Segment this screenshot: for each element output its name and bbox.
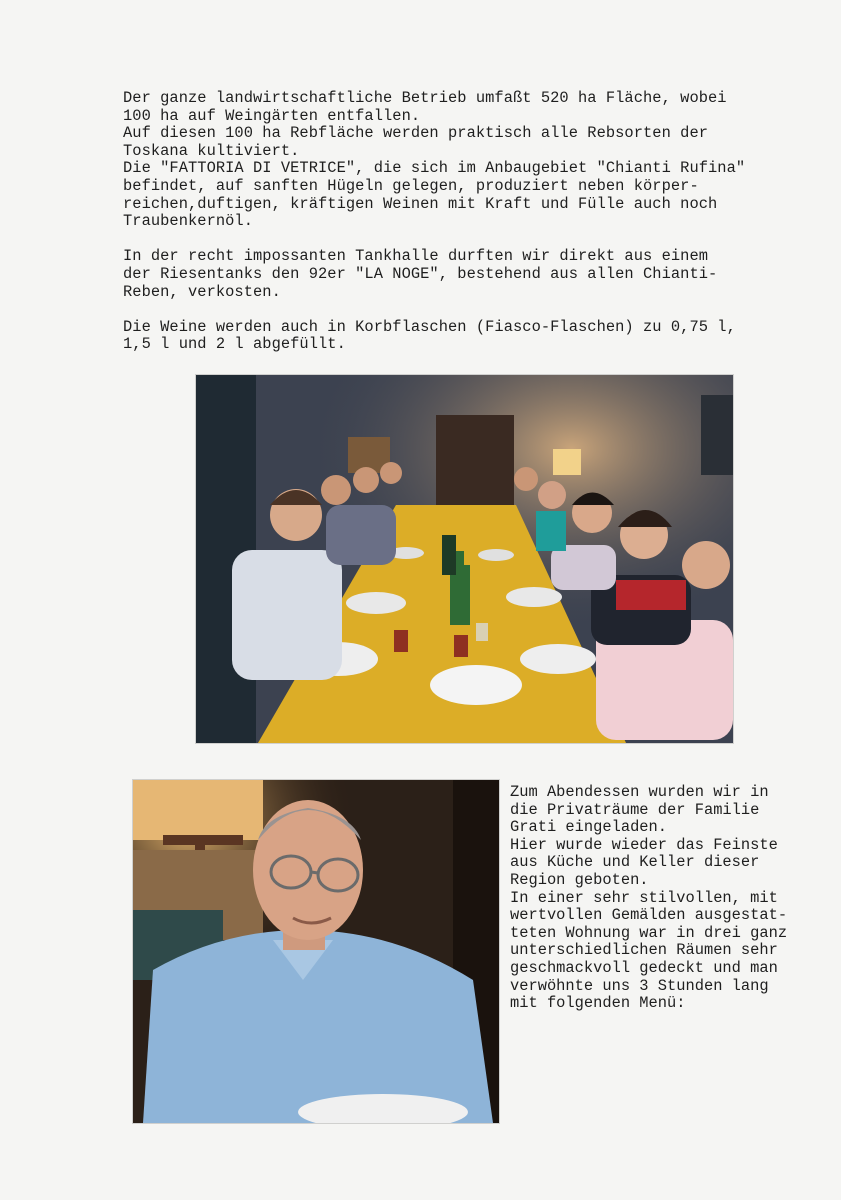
text-line: der Riesentanks den 92er "LA NOGE", bestehend aus allen Chianti- xyxy=(123,264,718,283)
text-line: Traubenkernöl. xyxy=(123,212,254,231)
caption-line: geschmackvoll gedeckt und man xyxy=(510,958,778,977)
caption-line: Grati eingeladen. xyxy=(510,818,668,837)
caption-line: Hier wurde wieder das Feinste xyxy=(510,835,778,854)
text-line: Der ganze landwirtschaftliche Betrieb umfaßt 520 ha Fläche, wobei xyxy=(123,89,727,107)
caption-line: mit folgenden Menü: xyxy=(510,994,686,1013)
paragraph-gap xyxy=(123,231,833,249)
caption-line: die Privaträume der Familie xyxy=(510,800,760,819)
text-line: In der recht impossanten Tankhalle durften wir direkt aus einem xyxy=(123,247,709,266)
paragraph-2 xyxy=(123,248,833,301)
text-line: Auf diesen 100 ha Rebfläche werden praktisch alle Rebsorten der xyxy=(123,124,709,143)
paragraph-1 xyxy=(123,90,833,231)
caption-line: wertvollen Gemälden ausgestat- xyxy=(510,906,788,925)
text-line: 100 ha auf Weingärten entfallen. xyxy=(123,106,421,125)
text-line: Die Weine werden auch in Korbflaschen (Fiasco-Flaschen) zu 0,75 l, xyxy=(123,317,736,336)
text-line: Toskana kultiviert. xyxy=(123,141,300,160)
caption-line: In einer sehr stilvollen, mit xyxy=(510,888,778,907)
caption-line: teten Wohnung war in drei ganz xyxy=(510,923,788,942)
caption-line: Zum Abendessen wurden wir in xyxy=(510,783,769,801)
group-dinner-illustration xyxy=(196,375,733,743)
group-dinner-photo xyxy=(196,375,733,743)
host-portrait-illustration xyxy=(133,780,499,1123)
text-line: Die "FATTORIA DI VETRICE", die sich im Anbaugebiet "Chianti Rufina" xyxy=(123,159,746,178)
text-line: reichen,duftigen, kräftigen Weinen mit Kraft und Fülle auch noch xyxy=(123,194,718,213)
caption-line: aus Küche und Keller dieser xyxy=(510,853,760,872)
text-line: 1,5 l und 2 l abgefüllt. xyxy=(123,335,346,354)
text-line: befindet, auf sanften Hügeln gelegen, produziert neben körper- xyxy=(123,176,699,195)
host-portrait-photo xyxy=(133,780,499,1123)
caption-line: verwöhnte uns 3 Stunden lang xyxy=(510,976,769,995)
caption-line: Region geboten. xyxy=(510,870,649,889)
text-line: Reben, verkosten. xyxy=(123,282,281,301)
caption-line: unterschiedlichen Räumen sehr xyxy=(510,941,778,960)
dinner-caption xyxy=(510,784,835,1013)
paragraph-gap xyxy=(123,301,833,319)
paragraph-3 xyxy=(123,319,833,354)
intro-text xyxy=(123,90,833,354)
